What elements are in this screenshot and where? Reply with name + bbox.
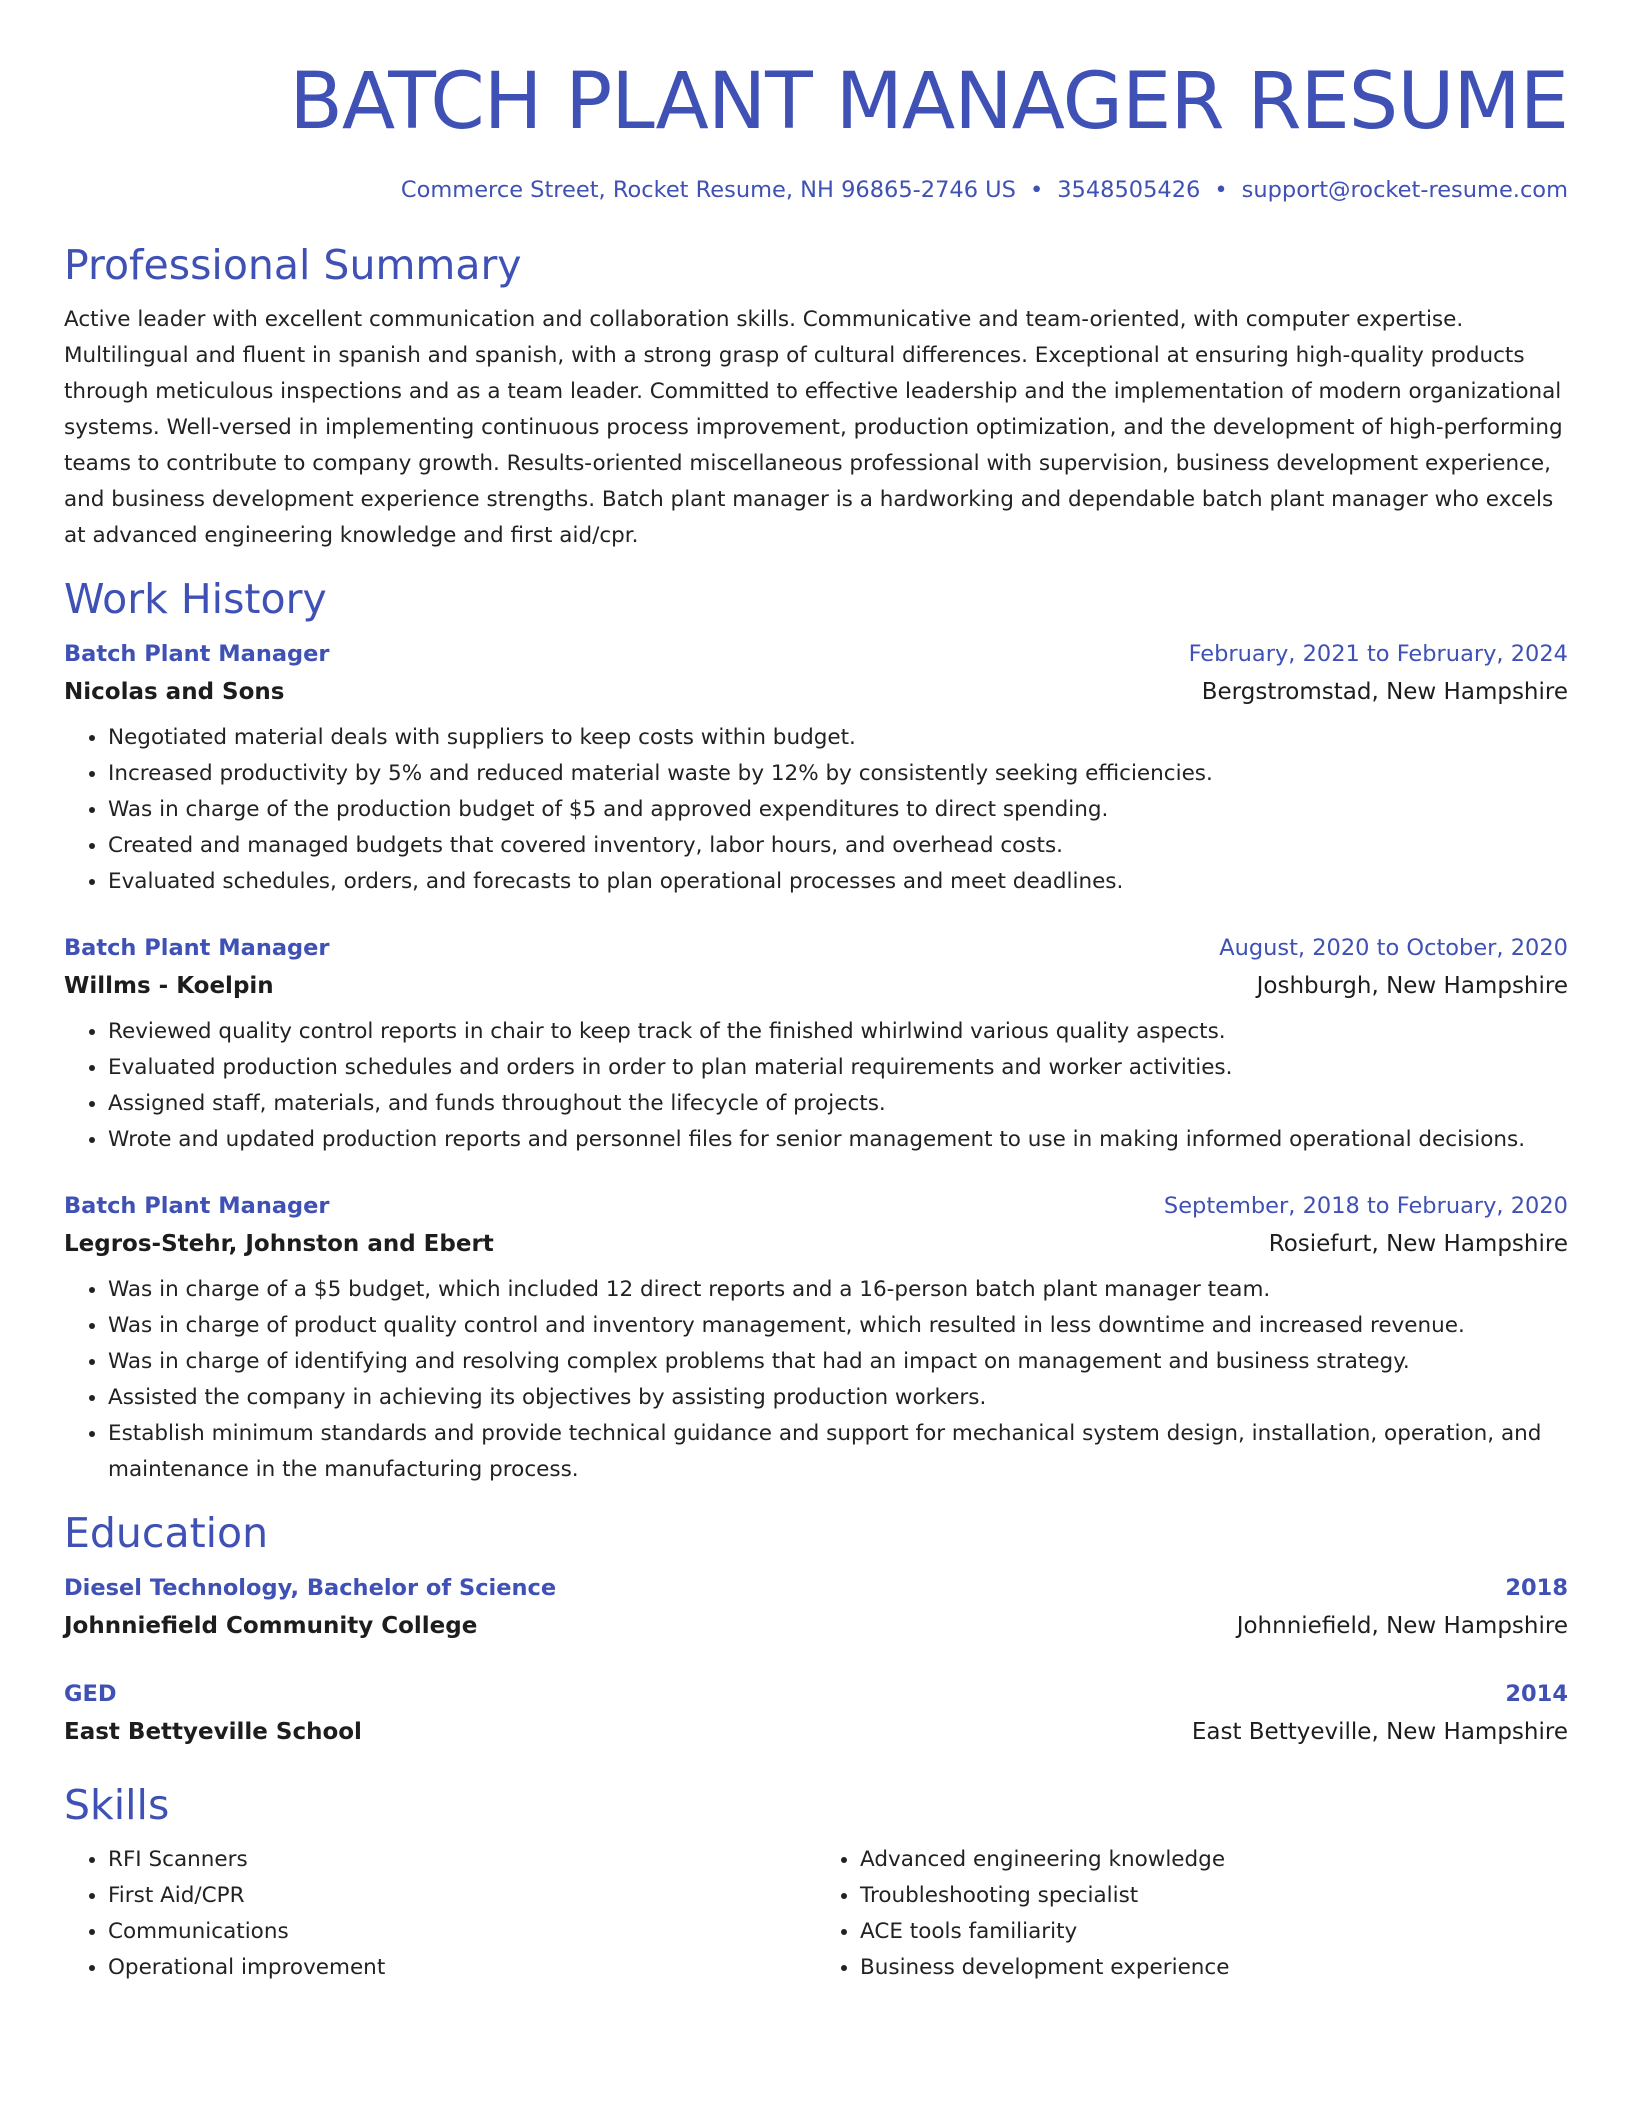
job-dates: February, 2021 to February, 2024 [1188,641,1568,667]
skill-item: • Business development experience [860,1950,1568,1986]
skill-item: • ACE tools familiarity [860,1914,1568,1950]
list-item: • Reviewed quality control reports in chair to keep track of the finished whirlwind various quality aspects. [108,1014,1568,1050]
contact-separator: • [1214,177,1228,203]
skills-heading: Skills [64,1781,170,1829]
list-item: • Was in charge of product quality control and inventory management, which resulted in less downtime and increased revenue. [108,1308,1568,1344]
education-subheader [64,1712,1568,1752]
contact-address: Commerce Street, Rocket Resume, NH 96865-2746 US [400,177,1016,203]
list-item: • Wrote and updated production reports and personnel files for senior management to use in making informed operational decisions. [108,1122,1568,1158]
education-entry [64,1570,1568,1646]
job-company: Willms - Koelpin [64,973,274,999]
skill-item: • Advanced engineering knowledge [860,1842,1568,1878]
list-item: • Negotiated material deals with suppliers to keep costs within budget. [108,720,1568,756]
work-history-heading: Work History [64,575,327,623]
education-location: Johnniefield, New Hampshire [1236,1613,1568,1639]
list-item: • Was in charge of identifying and resolving complex problems that had an impact on management and business strategy. [108,1344,1568,1380]
skills-list-right [816,1842,1568,1986]
job-location: Joshburgh, New Hampshire [1256,973,1568,999]
skill-item: • Communications [108,1914,816,1950]
list-item: • Was in charge of a $5 budget, which included 12 direct reports and a 16-person batch plant manager team. [108,1272,1568,1308]
education-location: East Bettyeville, New Hampshire [1191,1719,1568,1745]
job-dates: August, 2020 to October, 2020 [1219,935,1568,961]
summary-text: Active leader with excellent communication and collaboration skills. Communicative and team-oriented, with computer expertise. Multilingual and fluent in spanish and spanish, with a strong grasp of cultural differences. Exceptional at ensuring high-quality products through meticulous inspections and as a team leader. Committed to effective leadership and the implementation of modern organizational systems. Well-versed in implementing continuous process improvement, production optimization, and the development of high-performing teams to contribute to company growth. Results-oriented miscellaneous professional with supervision, business development experience, and business development experience strengths. Batch plant manager is a hardworking and dependable batch plant manager who excels at advanced engineering knowledge and first aid/cpr. [64,307,1563,548]
job-subheader [64,1224,1568,1264]
education-header [64,1570,1568,1606]
education-degree: Diesel Technology, Bachelor of Science [64,1575,557,1601]
contact-email[interactable]: support@rocket-resume.com [1241,177,1568,203]
resume-title: BATCH PLANT MANAGER RESUME [289,57,1568,147]
job-entry [64,930,1568,1158]
education-school: East Bettyeville School [64,1719,362,1745]
job-entry [64,636,1568,900]
contact-phone: 3548505426 [1057,177,1201,203]
education-year: 2014 [1505,1681,1568,1707]
education-entry [64,1676,1568,1752]
job-company: Legros-Stehr, Johnston and Ebert [64,1231,494,1257]
skills-columns [64,1842,1568,1986]
job-title: Batch Plant Manager [64,1193,330,1219]
list-item: • Was in charge of the production budget of $5 and approved expenditures to direct spending. [108,792,1568,828]
education-heading: Education [64,1509,269,1557]
job-title: Batch Plant Manager [64,935,330,961]
skill-item: • Operational improvement [108,1950,816,1986]
education-school: Johnniefield Community College [64,1613,478,1639]
job-bullets [64,1014,1568,1158]
education-header [64,1676,1568,1712]
job-header [64,930,1568,966]
skill-item: • First Aid/CPR [108,1878,816,1914]
list-item: • Evaluated schedules, orders, and forecasts to plan operational processes and meet deadlines. [108,864,1568,900]
job-title: Batch Plant Manager [64,641,330,667]
contact-line [64,174,1568,206]
job-dates: September, 2018 to February, 2020 [1163,1193,1568,1219]
resume-page [64,0,1568,1986]
skills-list-left [64,1842,816,1986]
list-item: • Increased productivity by 5% and reduced material waste by 12% by consistently seeking efficiencies. [108,756,1568,792]
skill-item: • RFI Scanners [108,1842,816,1878]
list-item: • Evaluated production schedules and orders in order to plan material requirements and worker activities. [108,1050,1568,1086]
education-subheader [64,1606,1568,1646]
job-subheader [64,966,1568,1006]
list-item: • Assigned staff, materials, and funds throughout the lifecycle of projects. [108,1086,1568,1122]
skill-item: • Troubleshooting specialist [860,1878,1568,1914]
job-bullets [64,1272,1568,1488]
list-item: • Created and managed budgets that covered inventory, labor hours, and overhead costs. [108,828,1568,864]
job-bullets [64,720,1568,900]
education-degree: GED [64,1681,117,1707]
education-year: 2018 [1505,1575,1568,1601]
job-header [64,1188,1568,1224]
job-entry [64,1188,1568,1488]
job-company: Nicolas and Sons [64,679,285,705]
job-location: Rosiefurt, New Hampshire [1268,1231,1568,1257]
job-header [64,636,1568,672]
list-item: • Assisted the company in achieving its objectives by assisting production workers. [108,1380,1568,1416]
summary-heading: Professional Summary [64,241,522,289]
list-item: • Establish minimum standards and provide technical guidance and support for mechanical system design, installation, operation, and maintenance in the manufacturing process. [108,1416,1568,1488]
contact-separator: • [1029,177,1044,203]
job-location: Bergstromstad, New Hampshire [1201,679,1568,705]
job-subheader [64,672,1568,712]
